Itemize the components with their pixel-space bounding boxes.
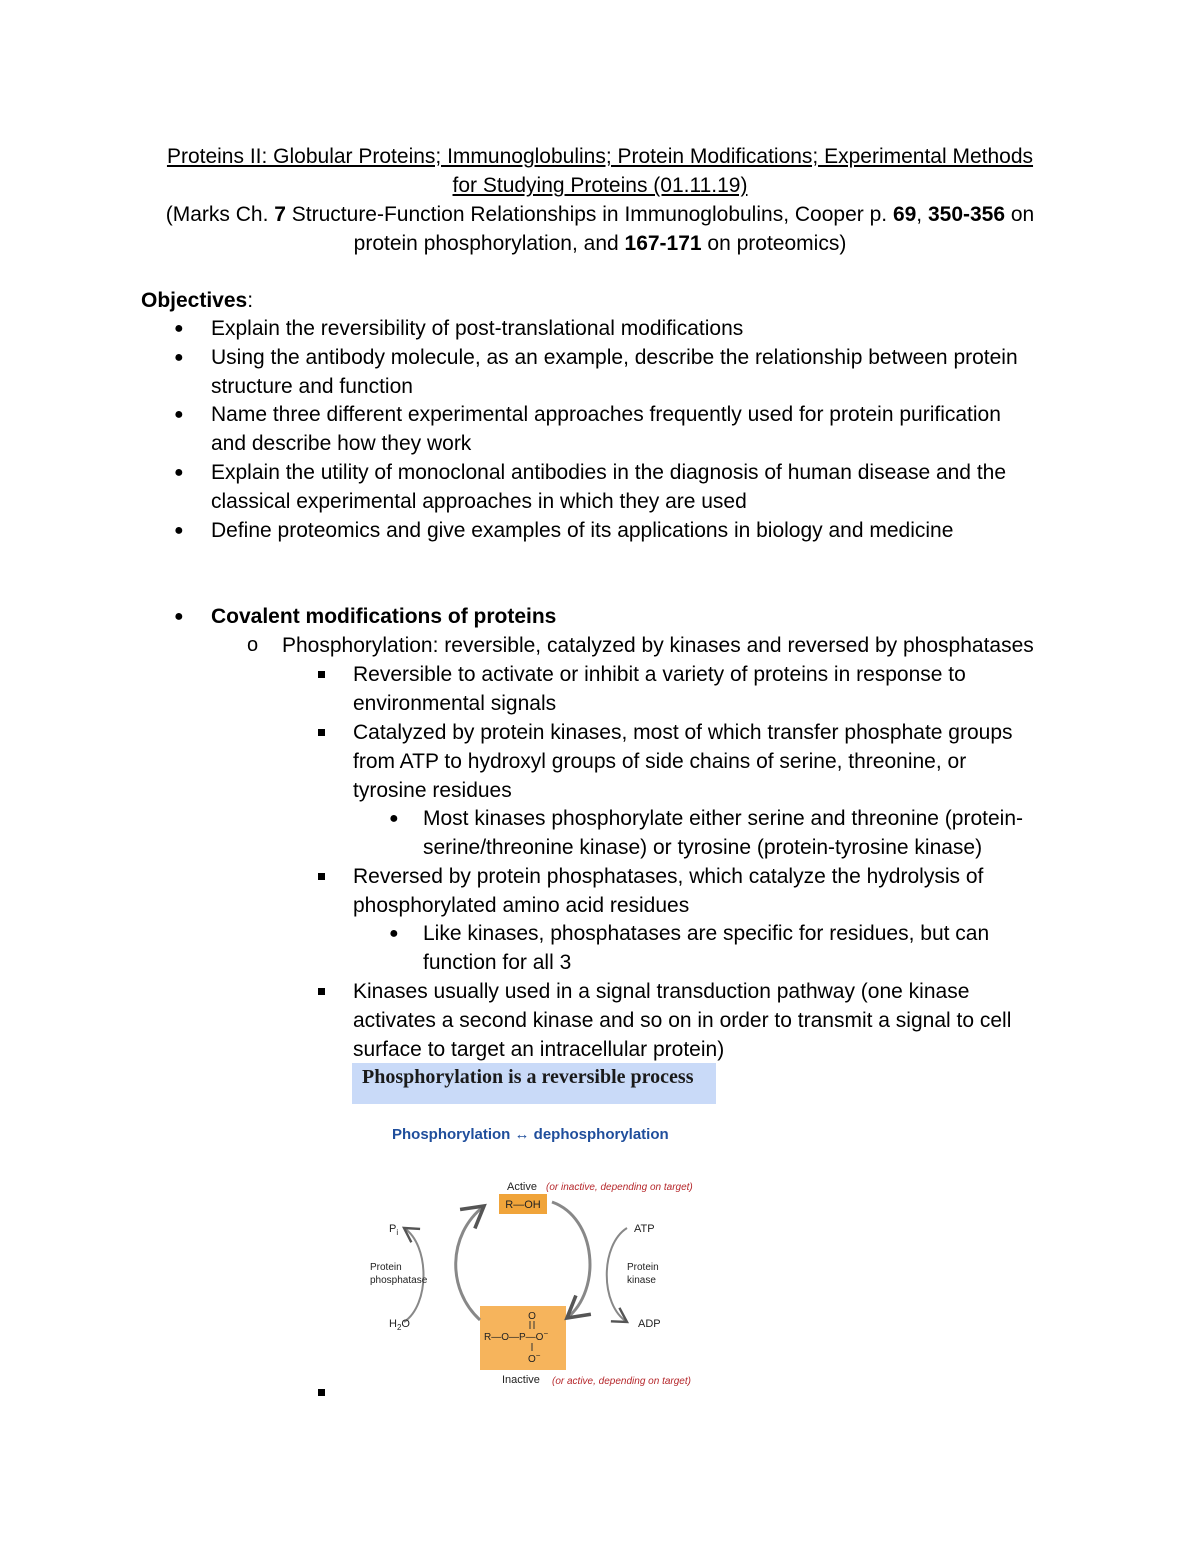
inactive-note: (or active, depending on target)	[552, 1376, 691, 1387]
sub-point-4: Kinases usually used in a signal transduction pathway (one kinase	[353, 980, 970, 1003]
bullet-icon: ●	[174, 608, 184, 625]
document-title-line-2: for Studying Proteins (01.11.19)	[452, 174, 748, 197]
dephosphorylation-arrow	[456, 1206, 484, 1320]
figure-header	[352, 1063, 716, 1104]
sub-point-4-cont-1: activates a second kinase and so on in order to transmit a signal to cell	[353, 1009, 1012, 1032]
kinase-label-2: kinase	[627, 1275, 656, 1286]
sub-point-2: Catalyzed by protein kinases, most of which transfer phosphate groups	[353, 721, 1013, 744]
phosphatase-label-1: Protein	[370, 1262, 402, 1273]
objective-1: Explain the reversibility of post-translational modifications	[211, 317, 744, 340]
phosphorylation-cycle-diagram	[352, 1110, 732, 1400]
bullet-icon: ●	[174, 349, 184, 366]
phosphorylation-point: Phosphorylation: reversible, catalyzed by kinases and reversed by phosphatases	[282, 634, 1034, 657]
sub-point-2-detail: Most kinases phosphorylate either serine and threonine (protein-	[423, 807, 1024, 830]
objective-2: Using the antibody molecule, as an example, describe the relationship between protein	[211, 346, 1018, 369]
phosphate-row: R—O—P—O−	[484, 1329, 549, 1343]
phosphorylation-arrow	[552, 1202, 590, 1318]
bullet-icon: ●	[389, 925, 399, 942]
figure-header-text: Phosphorylation is a reversible process	[362, 1066, 694, 1088]
section-heading: Covalent modifications of proteins	[211, 605, 557, 628]
bullet-icon: ●	[389, 810, 399, 827]
bullet-icon: ●	[174, 320, 184, 337]
objective-3-cont: and describe how they work	[211, 432, 472, 455]
objective-4-cont: classical experimental approaches in which they are used	[211, 490, 747, 513]
sub-point-3: Reversed by protein phosphatases, which catalyze the hydrolysis of	[353, 865, 984, 888]
atp-label: ATP	[634, 1223, 655, 1235]
atp-to-adp-arrow	[607, 1228, 627, 1322]
sub-point-1: Reversible to activate or inhibit a variety of proteins in response to	[353, 663, 966, 686]
hollow-bullet-icon: o	[247, 634, 259, 656]
sub-point-3-detail-cont: function for all 3	[423, 951, 572, 974]
sub-point-3-cont: phosphorylated amino acid residues	[353, 894, 690, 917]
objective-5: Define proteomics and give examples of its applications in biology and medicine	[211, 519, 954, 542]
kinase-label-1: Protein	[627, 1262, 659, 1273]
sub-point-4-cont-2: surface to target an intracellular protein)	[353, 1038, 725, 1061]
reference-line-2: protein phosphorylation, and 167-171 on proteomics)	[353, 232, 847, 255]
sub-point-2-detail-cont: serine/threonine kinase) or tyrosine (protein-tyrosine kinase)	[423, 836, 983, 859]
square-bullet-icon	[318, 1389, 325, 1396]
bullet-icon: ●	[174, 464, 184, 481]
document-title-line-1: Proteins II: Globular Proteins; Immunoglobulins; Protein Modifications; Experimental Methods	[166, 145, 1034, 168]
phosphatase-label-2: phosphatase	[370, 1275, 428, 1286]
sub-point-1-cont: environmental signals	[353, 692, 557, 715]
square-bullet-icon	[318, 988, 325, 995]
sub-point-2-cont-1: from ATP to hydroxyl groups of side chains of serine, threonine, or	[353, 750, 967, 773]
adp-label: ADP	[638, 1318, 661, 1330]
square-bullet-icon	[318, 671, 325, 678]
square-bullet-icon	[318, 873, 325, 880]
reference-line-1: (Marks Ch. 7 Structure-Function Relationships in Immunoglobulins, Cooper p. 69, 350-356 on	[165, 203, 1035, 226]
active-group: R—OH	[505, 1199, 541, 1211]
phosphate-o-top: O	[528, 1311, 536, 1322]
pi-label: $P_i$	[389, 1223, 399, 1237]
objective-2-cont: structure and function	[211, 375, 413, 398]
objective-4: Explain the utility of monoclonal antibodies in the diagnosis of human disease and the	[211, 461, 1007, 484]
objective-3: Name three different experimental approaches frequently used for protein purification	[211, 403, 1001, 426]
bullet-icon: ●	[174, 522, 184, 539]
active-label: Active	[507, 1181, 537, 1193]
sub-point-3-detail: Like kinases, phosphatases are specific for residues, but can	[423, 922, 990, 945]
phosphate-o-bottom: O−	[528, 1351, 541, 1365]
objectives-heading: Objectives:	[141, 289, 254, 312]
sub-point-2-cont-2: tyrosine residues	[353, 779, 512, 802]
active-note: (or inactive, depending on target)	[546, 1182, 693, 1193]
figure-subtitle: Phosphorylation ↔ dephosphorylation	[392, 1126, 669, 1143]
square-bullet-icon	[318, 729, 325, 736]
h2o-label: $H_2O$	[389, 1318, 410, 1332]
inactive-label: Inactive	[502, 1374, 540, 1386]
bullet-icon: ●	[174, 406, 184, 423]
